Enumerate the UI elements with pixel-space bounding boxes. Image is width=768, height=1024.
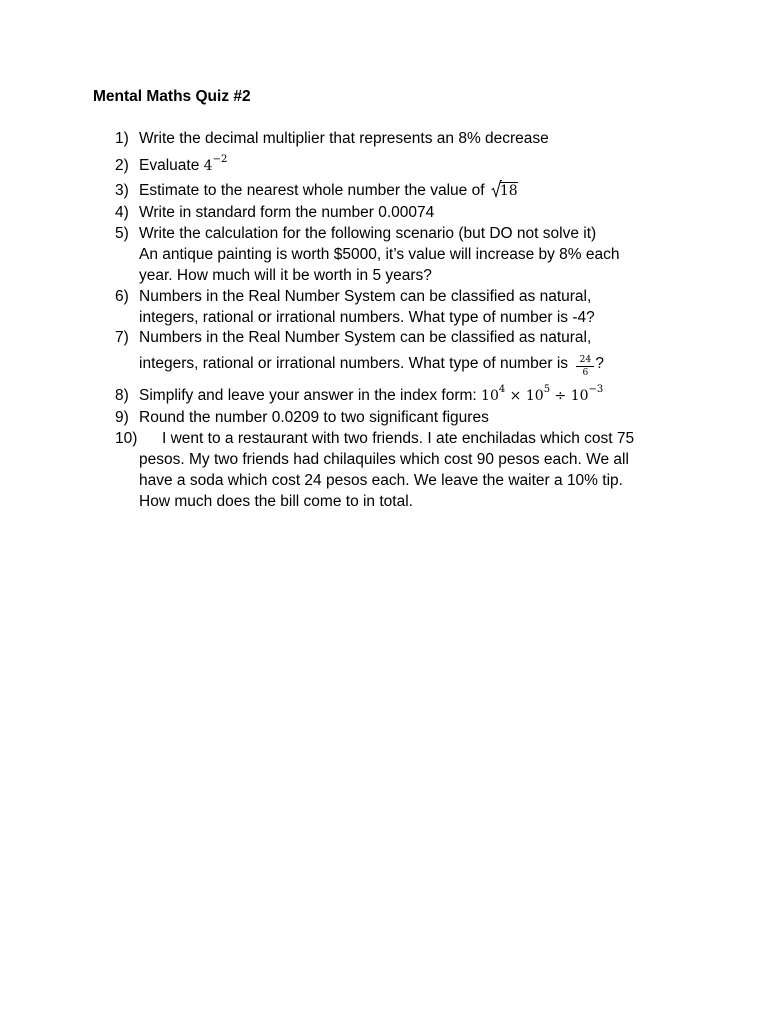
power-exponent: −3 xyxy=(588,384,604,395)
question-text: Write the decimal multiplier that represents an 8% decrease xyxy=(139,130,549,147)
question-text xyxy=(139,327,604,378)
question-number: 1) xyxy=(115,130,129,147)
question-6 xyxy=(93,286,703,328)
divide-operator: ÷ xyxy=(550,388,571,404)
radical-sign-icon xyxy=(491,178,502,198)
question-number: 4) xyxy=(115,204,129,221)
power-exponent: 4 xyxy=(498,384,506,395)
question-text xyxy=(139,180,518,202)
question-number: 2) xyxy=(115,157,129,174)
question-7 xyxy=(93,327,703,377)
question-5 xyxy=(93,223,703,286)
question-text xyxy=(139,223,620,286)
question-number: 9) xyxy=(115,409,129,426)
question-line-text: I went to a restaurant with two friends. I ate enchiladas which cost 75 xyxy=(162,430,635,447)
question-text: Write in standard form the number 0.00074 xyxy=(139,204,435,221)
power-base: 10 xyxy=(481,388,499,404)
question-line xyxy=(139,428,634,449)
power-exponent: −2 xyxy=(212,154,228,165)
fraction-denominator: 6 xyxy=(582,368,589,378)
question-line: integers, rational or irrational numbers. What type of number is -4? xyxy=(139,309,595,326)
question-line xyxy=(139,353,604,378)
question-line: Write the calculation for the following scenario (but DO not solve it) xyxy=(139,225,597,242)
question-number: 10) xyxy=(115,430,138,447)
question-text xyxy=(139,286,595,328)
question-label: Estimate to the nearest whole number the value of xyxy=(139,182,489,199)
question-text xyxy=(139,428,634,512)
question-text xyxy=(139,385,603,408)
question-text: Round the number 0.0209 to two significant figures xyxy=(139,409,489,426)
question-4 xyxy=(93,202,703,223)
quiz-title: Mental Maths Quiz #2 xyxy=(93,88,251,105)
question-number: 8) xyxy=(115,387,129,404)
question-line: pesos. My two friends had chilaquiles which cost 90 pesos each. We all xyxy=(139,451,629,468)
question-number: 6) xyxy=(115,288,129,305)
question-8 xyxy=(93,385,703,406)
times-operator: × xyxy=(505,388,526,404)
question-9 xyxy=(93,407,703,428)
question-label: Simplify and leave your answer in the index form: xyxy=(139,387,482,404)
question-10 xyxy=(93,428,703,512)
question-3 xyxy=(93,180,703,201)
question-label: Evaluate xyxy=(139,157,204,174)
question-line: Numbers in the Real Number System can be classified as natural, xyxy=(139,288,592,305)
question-number: 7) xyxy=(115,329,129,346)
radicand: 18 xyxy=(499,183,518,199)
question-end: ? xyxy=(595,355,604,372)
question-text xyxy=(139,155,227,178)
question-line: An antique painting is worth $5000, it’s value will increase by 8% each xyxy=(139,246,620,263)
power-exponent: 5 xyxy=(543,384,551,395)
power-base: 10 xyxy=(570,388,589,404)
square-root xyxy=(491,181,518,202)
question-label: integers, rational or irrational numbers. What type of number is xyxy=(139,355,573,372)
power-base: 10 xyxy=(525,388,544,404)
question-line: How much does the bill come to in total. xyxy=(139,493,413,510)
question-number: 5) xyxy=(115,225,129,242)
question-line: year. How much will it be worth in 5 years? xyxy=(139,267,432,284)
fraction-numerator: 24 xyxy=(576,355,594,367)
question-line: Numbers in the Real Number System can be classified as natural, xyxy=(139,329,592,346)
question-number: 3) xyxy=(115,182,129,199)
power-base: 4 xyxy=(203,158,213,174)
question-line: have a soda which cost 24 pesos each. We leave the waiter a 10% tip. xyxy=(139,472,623,489)
question-1 xyxy=(93,128,703,149)
fraction xyxy=(576,355,594,378)
question-2 xyxy=(93,155,703,176)
